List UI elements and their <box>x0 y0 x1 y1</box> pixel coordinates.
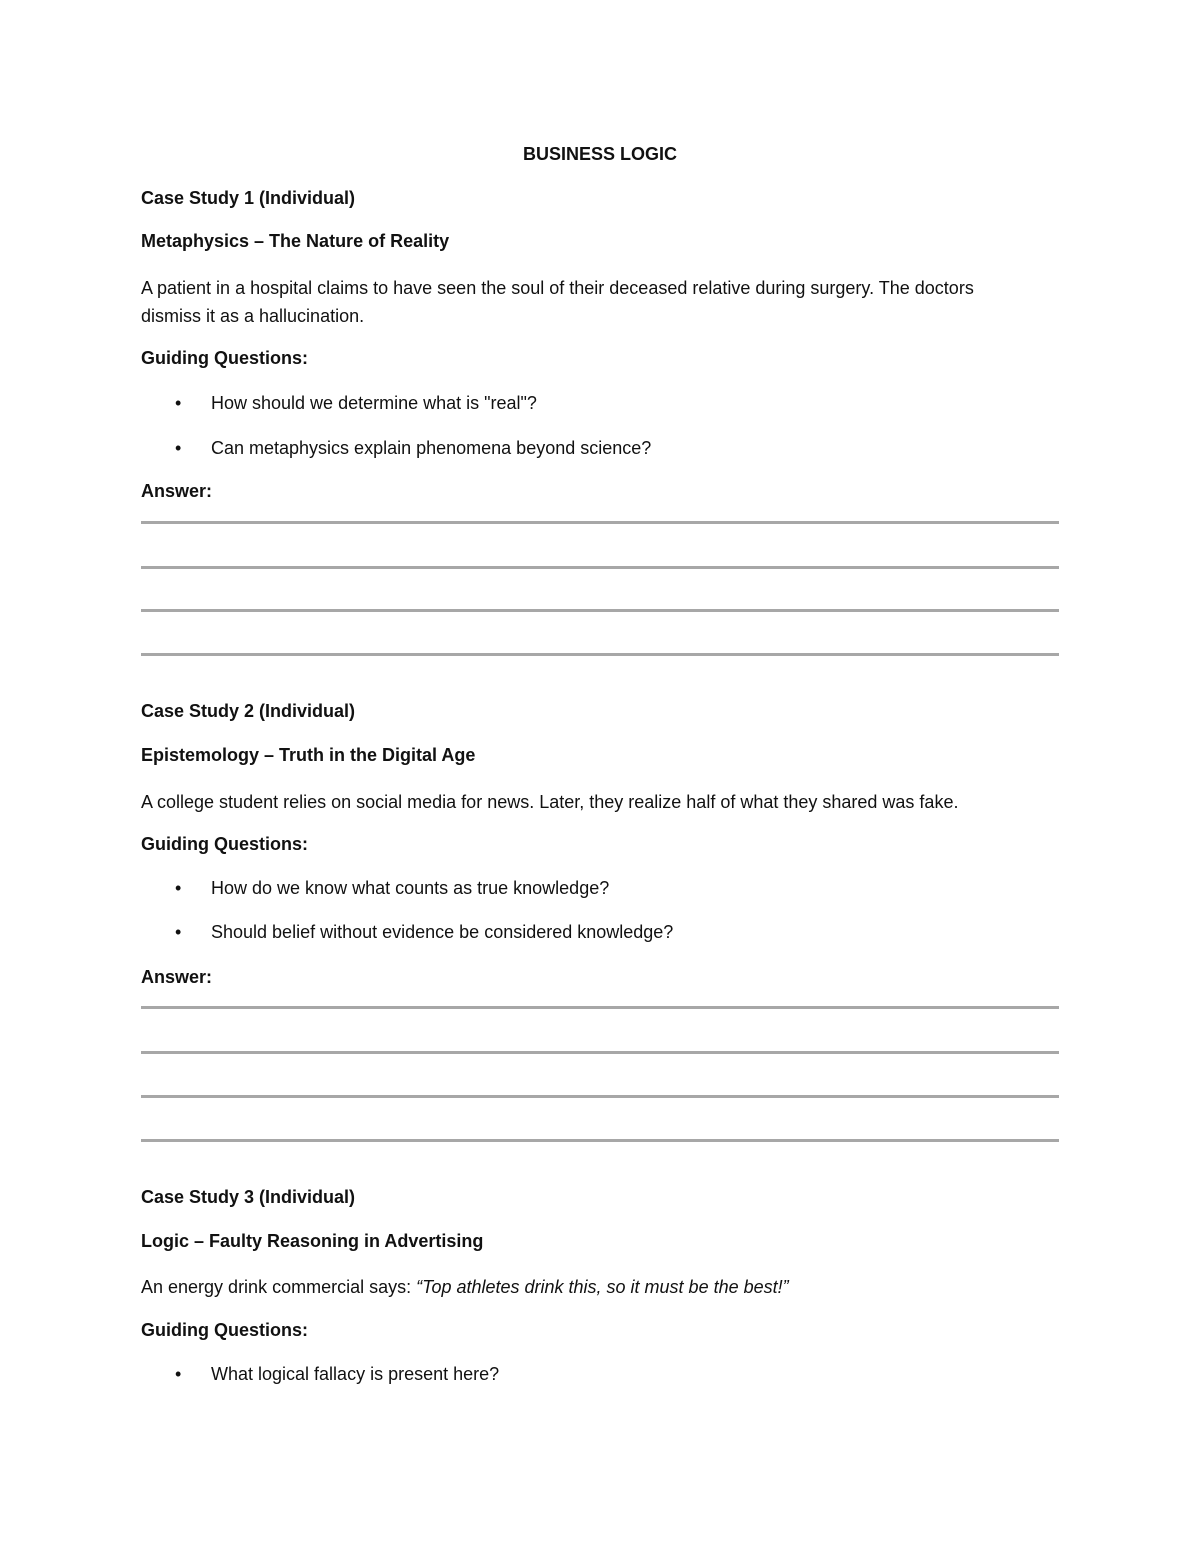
case-study-1-heading: Case Study 1 (Individual) <box>141 188 356 208</box>
bullet-icon: • <box>175 878 182 898</box>
answer-line[interactable] <box>141 609 1059 612</box>
case-study-3-scenario <box>141 1273 789 1301</box>
case-study-3-heading: Case Study 3 (Individual) <box>141 1187 356 1207</box>
case-study-2-heading: Case Study 2 (Individual) <box>141 701 356 721</box>
answer-line[interactable] <box>141 1139 1059 1142</box>
case-study-1-answer-label: Answer: <box>141 481 213 501</box>
answer-line[interactable] <box>141 1006 1059 1009</box>
bullet-icon: • <box>175 1364 182 1384</box>
case-study-3-scenario-quote: “Top athletes drink this, so it must be the best!” <box>416 1277 789 1297</box>
case-study-1-question-1: How should we determine what is "real"? <box>211 393 537 413</box>
case-study-2-topic: Epistemology – Truth in the Digital Age <box>141 745 476 765</box>
case-study-2-question-2: Should belief without evidence be considered knowledge? <box>211 922 674 942</box>
bullet-icon: • <box>175 393 182 413</box>
bullet-icon: • <box>175 922 182 942</box>
case-study-3-guiding-label: Guiding Questions: <box>141 1320 308 1340</box>
answer-line[interactable] <box>141 1051 1059 1054</box>
bullet-icon: • <box>175 438 182 458</box>
answer-line[interactable] <box>141 521 1059 524</box>
case-study-1-scenario-line-1: A patient in a hospital claims to have seen the soul of their deceased relative during surgery. The doctors <box>141 278 974 298</box>
case-study-2-answer-label: Answer: <box>141 967 213 987</box>
case-study-2-guiding-label: Guiding Questions: <box>141 834 308 854</box>
case-study-3-scenario-prefix: An energy drink commercial says: <box>141 1277 417 1297</box>
case-study-1-scenario-line-2: dismiss it as a hallucination. <box>141 306 365 326</box>
answer-line[interactable] <box>141 566 1059 569</box>
case-study-1-question-2: Can metaphysics explain phenomena beyond science? <box>211 438 652 458</box>
case-study-2-question-1: How do we know what counts as true knowledge? <box>211 878 610 898</box>
case-study-3-question-1: What logical fallacy is present here? <box>211 1364 500 1384</box>
case-study-1-guiding-label: Guiding Questions: <box>141 348 308 368</box>
case-study-3-topic: Logic – Faulty Reasoning in Advertising <box>141 1231 484 1251</box>
case-study-1-topic: Metaphysics – The Nature of Reality <box>141 231 450 251</box>
answer-line[interactable] <box>141 653 1059 656</box>
document-title: BUSINESS LOGIC <box>522 144 678 164</box>
case-study-2-scenario: A college student relies on social media for news. Later, they realize half of what they shared was fake. <box>141 792 959 812</box>
answer-line[interactable] <box>141 1095 1059 1098</box>
